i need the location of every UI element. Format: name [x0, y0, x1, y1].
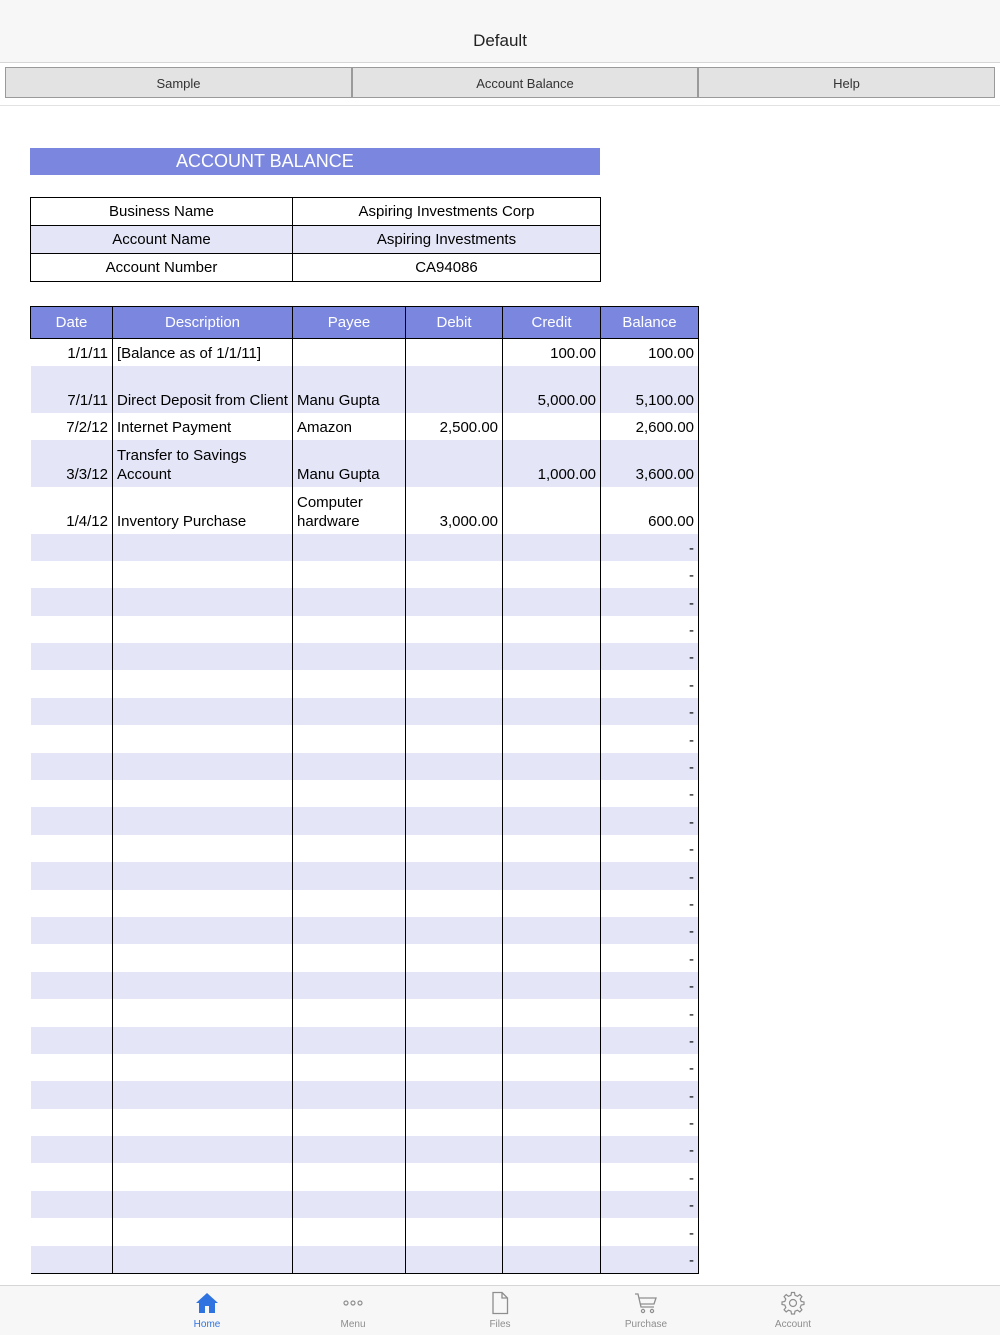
cell-credit[interactable]	[503, 1246, 601, 1273]
column-header-debit[interactable]: Debit	[406, 307, 503, 339]
cell-description[interactable]	[113, 534, 293, 561]
cell-debit[interactable]	[406, 890, 503, 917]
cell-debit[interactable]	[406, 917, 503, 944]
cell-date[interactable]: 7/1/11	[31, 366, 113, 413]
cell-credit[interactable]	[503, 616, 601, 643]
cell-credit[interactable]	[503, 890, 601, 917]
cell-balance[interactable]: -	[601, 890, 699, 917]
cell-description[interactable]	[113, 835, 293, 862]
cell-payee[interactable]: Manu Gupta	[293, 440, 406, 487]
cell-payee[interactable]: Amazon	[293, 413, 406, 440]
cell-payee[interactable]	[293, 1027, 406, 1054]
ledger-body	[31, 339, 699, 1274]
table-row	[31, 561, 699, 588]
account-info-table	[30, 197, 601, 282]
cell-date[interactable]	[31, 807, 113, 834]
column-header-date[interactable]: Date	[31, 307, 113, 339]
table-row	[31, 413, 699, 440]
cell-date[interactable]	[31, 835, 113, 862]
cell-payee[interactable]	[293, 1081, 406, 1108]
cell-description[interactable]: Inventory Purchase	[113, 487, 293, 534]
cell-description[interactable]: Transfer to Savings Account	[113, 440, 293, 487]
cell-balance[interactable]: -	[601, 616, 699, 643]
cell-date[interactable]	[31, 1191, 113, 1218]
cell-date[interactable]	[31, 862, 113, 889]
cell-description[interactable]	[113, 670, 293, 697]
cell-date[interactable]	[31, 1109, 113, 1136]
info-value[interactable]: Aspiring Investments	[293, 226, 601, 254]
cell-description[interactable]	[113, 1218, 293, 1245]
cell-date[interactable]	[31, 890, 113, 917]
table-row	[31, 1109, 699, 1136]
cell-balance[interactable]: -	[601, 534, 699, 561]
table-row	[31, 698, 699, 725]
cell-payee[interactable]	[293, 643, 406, 670]
cell-payee[interactable]	[293, 917, 406, 944]
page-title: Default	[473, 31, 527, 50]
cell-debit[interactable]: 2,500.00	[406, 413, 503, 440]
cell-credit[interactable]	[503, 1081, 601, 1108]
table-row	[31, 440, 699, 487]
cell-date[interactable]	[31, 670, 113, 697]
cell-balance[interactable]: -	[601, 1081, 699, 1108]
cell-date[interactable]	[31, 999, 113, 1026]
cell-description[interactable]	[113, 1163, 293, 1190]
cell-credit[interactable]	[503, 862, 601, 889]
cell-credit[interactable]	[503, 413, 601, 440]
ledger-header-row	[31, 307, 699, 339]
cell-credit[interactable]	[503, 1136, 601, 1163]
cell-balance[interactable]: -	[601, 780, 699, 807]
tab-menu[interactable]	[313, 1286, 393, 1335]
table-row	[31, 588, 699, 615]
cell-date[interactable]	[31, 643, 113, 670]
cell-debit[interactable]	[406, 999, 503, 1026]
cell-debit[interactable]	[406, 366, 503, 413]
cell-payee[interactable]	[293, 725, 406, 752]
cell-date[interactable]	[31, 698, 113, 725]
cell-date[interactable]	[31, 616, 113, 643]
table-row	[31, 534, 699, 561]
cell-balance[interactable]: -	[601, 807, 699, 834]
tab-help[interactable]: Help	[698, 67, 995, 98]
cell-date[interactable]	[31, 1218, 113, 1245]
cell-debit[interactable]	[406, 1081, 503, 1108]
cell-debit[interactable]	[406, 1163, 503, 1190]
table-row	[31, 999, 699, 1026]
cell-payee[interactable]	[293, 999, 406, 1026]
table-row	[31, 1163, 699, 1190]
cell-credit[interactable]	[503, 643, 601, 670]
table-row	[31, 670, 699, 697]
cell-debit[interactable]	[406, 670, 503, 697]
cell-debit[interactable]	[406, 862, 503, 889]
more-icon	[341, 1291, 365, 1315]
gear-icon	[781, 1291, 805, 1315]
cell-debit[interactable]	[406, 1191, 503, 1218]
cell-balance[interactable]: -	[601, 1218, 699, 1245]
cell-debit[interactable]	[406, 972, 503, 999]
cell-payee[interactable]	[293, 339, 406, 366]
cell-payee[interactable]	[293, 835, 406, 862]
cell-credit[interactable]	[503, 807, 601, 834]
cell-debit[interactable]	[406, 753, 503, 780]
cell-payee[interactable]: Computer hardware	[293, 487, 406, 534]
cell-date[interactable]	[31, 917, 113, 944]
ledger-table	[30, 306, 699, 1274]
cell-payee[interactable]	[293, 588, 406, 615]
cell-description[interactable]	[113, 862, 293, 889]
cell-credit[interactable]	[503, 780, 601, 807]
cell-balance[interactable]: 100.00	[601, 339, 699, 366]
cell-debit[interactable]	[406, 807, 503, 834]
table-row	[31, 862, 699, 889]
cell-credit[interactable]	[503, 917, 601, 944]
tab-home[interactable]	[167, 1286, 247, 1335]
column-header-payee[interactable]: Payee	[293, 307, 406, 339]
table-row	[31, 1246, 699, 1273]
cell-date[interactable]	[31, 1081, 113, 1108]
table-row	[31, 1081, 699, 1108]
tab-sample[interactable]: Sample	[5, 67, 352, 98]
cell-date[interactable]: 3/3/12	[31, 440, 113, 487]
tab-label: Purchase	[624, 1319, 668, 1330]
info-label[interactable]: Account Number	[31, 254, 293, 282]
cell-payee[interactable]	[293, 670, 406, 697]
navigation-bar	[0, 0, 1000, 63]
cell-date[interactable]	[31, 780, 113, 807]
cell-description[interactable]	[113, 643, 293, 670]
tab-account-balance[interactable]: Account Balance	[352, 67, 698, 98]
cell-debit[interactable]	[406, 698, 503, 725]
cell-balance[interactable]: -	[601, 588, 699, 615]
cell-credit[interactable]: 1,000.00	[503, 440, 601, 487]
cell-description[interactable]	[113, 698, 293, 725]
cell-date[interactable]	[31, 561, 113, 588]
cell-payee[interactable]	[293, 890, 406, 917]
cell-debit[interactable]	[406, 643, 503, 670]
cell-payee[interactable]	[293, 1054, 406, 1081]
bottom-tab-bar	[0, 1285, 1000, 1335]
cell-credit[interactable]	[503, 972, 601, 999]
info-value[interactable]: Aspiring Investments Corp	[293, 198, 601, 226]
cell-balance[interactable]: -	[601, 1054, 699, 1081]
info-label[interactable]: Account Name	[31, 226, 293, 254]
cell-debit[interactable]	[406, 1054, 503, 1081]
tab-label: Account	[774, 1319, 812, 1330]
cell-debit[interactable]	[406, 1109, 503, 1136]
cell-payee[interactable]	[293, 862, 406, 889]
cell-balance[interactable]: -	[601, 670, 699, 697]
tab-account[interactable]	[753, 1286, 833, 1335]
cell-debit[interactable]: 3,000.00	[406, 487, 503, 534]
column-header-balance[interactable]: Balance	[601, 307, 699, 339]
cell-debit[interactable]	[406, 944, 503, 971]
table-row	[31, 835, 699, 862]
info-value[interactable]: CA94086	[293, 254, 601, 282]
cell-credit[interactable]: 5,000.00	[503, 366, 601, 413]
cell-payee[interactable]	[293, 1218, 406, 1245]
cell-credit[interactable]	[503, 487, 601, 534]
cell-credit[interactable]	[503, 1027, 601, 1054]
cell-credit[interactable]	[503, 835, 601, 862]
cell-description[interactable]	[113, 780, 293, 807]
cell-credit[interactable]	[503, 1163, 601, 1190]
file-icon	[488, 1291, 512, 1315]
column-header-credit[interactable]: Credit	[503, 307, 601, 339]
cell-payee[interactable]	[293, 972, 406, 999]
cell-debit[interactable]	[406, 588, 503, 615]
cell-description[interactable]	[113, 917, 293, 944]
cell-date[interactable]	[31, 1027, 113, 1054]
table-row	[31, 972, 699, 999]
cell-credit[interactable]	[503, 698, 601, 725]
cell-description[interactable]	[113, 1081, 293, 1108]
cell-date[interactable]	[31, 534, 113, 561]
tab-label: Files	[489, 1319, 511, 1330]
cell-balance[interactable]: -	[601, 753, 699, 780]
cell-credit[interactable]	[503, 725, 601, 752]
cell-debit[interactable]	[406, 440, 503, 487]
cell-credit[interactable]	[503, 588, 601, 615]
table-row	[31, 1027, 699, 1054]
cell-description[interactable]: Internet Payment	[113, 413, 293, 440]
cell-description[interactable]	[113, 1027, 293, 1054]
cell-date[interactable]	[31, 1163, 113, 1190]
info-row-business-name	[31, 198, 601, 226]
cell-payee[interactable]	[293, 616, 406, 643]
cell-date[interactable]	[31, 588, 113, 615]
cart-icon	[634, 1291, 658, 1315]
cell-description[interactable]	[113, 725, 293, 752]
cell-payee[interactable]	[293, 944, 406, 971]
cell-balance[interactable]: -	[601, 1109, 699, 1136]
cell-payee[interactable]	[293, 1246, 406, 1273]
cell-balance[interactable]: -	[601, 1246, 699, 1273]
cell-balance[interactable]: -	[601, 561, 699, 588]
cell-debit[interactable]	[406, 616, 503, 643]
cell-debit[interactable]	[406, 534, 503, 561]
cell-date[interactable]	[31, 725, 113, 752]
cell-credit[interactable]	[503, 1191, 601, 1218]
table-row	[31, 366, 699, 413]
cell-credit[interactable]	[503, 1054, 601, 1081]
sheet-title: ACCOUNT BALANCE	[176, 151, 354, 171]
cell-payee[interactable]	[293, 534, 406, 561]
cell-description[interactable]: [Balance as of 1/1/11]	[113, 339, 293, 366]
table-row	[31, 1218, 699, 1245]
cell-debit[interactable]	[406, 780, 503, 807]
tab-files[interactable]	[460, 1286, 540, 1335]
cell-balance[interactable]: 3,600.00	[601, 440, 699, 487]
cell-credit[interactable]	[503, 1218, 601, 1245]
table-row	[31, 890, 699, 917]
cell-debit[interactable]	[406, 1246, 503, 1273]
cell-description[interactable]	[113, 561, 293, 588]
tab-label: Menu	[340, 1319, 366, 1330]
cell-date[interactable]	[31, 1136, 113, 1163]
sheet-tab-bar	[0, 63, 1000, 106]
cell-description[interactable]	[113, 616, 293, 643]
cell-debit[interactable]	[406, 1027, 503, 1054]
cell-balance[interactable]: -	[601, 1191, 699, 1218]
table-row	[31, 725, 699, 752]
column-header-description[interactable]: Description	[113, 307, 293, 339]
cell-debit[interactable]	[406, 725, 503, 752]
cell-balance[interactable]: -	[601, 1027, 699, 1054]
info-label[interactable]: Business Name	[31, 198, 293, 226]
cell-credit[interactable]	[503, 753, 601, 780]
cell-balance[interactable]: -	[601, 999, 699, 1026]
cell-description[interactable]	[113, 1109, 293, 1136]
cell-balance[interactable]: 5,100.00	[601, 366, 699, 413]
cell-date[interactable]	[31, 944, 113, 971]
home-icon	[195, 1291, 219, 1315]
cell-payee[interactable]	[293, 780, 406, 807]
cell-payee[interactable]: Manu Gupta	[293, 366, 406, 413]
cell-balance[interactable]: -	[601, 698, 699, 725]
cell-payee[interactable]	[293, 1191, 406, 1218]
cell-description[interactable]: Direct Deposit from Client	[113, 366, 293, 413]
cell-debit[interactable]	[406, 339, 503, 366]
cell-date[interactable]	[31, 753, 113, 780]
cell-balance[interactable]: -	[601, 1136, 699, 1163]
table-row	[31, 1191, 699, 1218]
cell-balance[interactable]: 600.00	[601, 487, 699, 534]
cell-date[interactable]	[31, 1246, 113, 1273]
cell-description[interactable]	[113, 1246, 293, 1273]
info-row-account-name	[31, 226, 601, 254]
cell-balance[interactable]: -	[601, 862, 699, 889]
cell-balance[interactable]: 2,600.00	[601, 413, 699, 440]
cell-balance[interactable]: -	[601, 1163, 699, 1190]
cell-date[interactable]: 7/2/12	[66, 418, 108, 436]
tab-purchase[interactable]	[606, 1286, 686, 1335]
table-row	[31, 616, 699, 643]
cell-balance[interactable]: -	[601, 835, 699, 862]
table-row	[31, 339, 699, 366]
cell-description[interactable]	[113, 753, 293, 780]
table-row	[31, 917, 699, 944]
cell-payee[interactable]	[293, 807, 406, 834]
cell-payee[interactable]	[293, 561, 406, 588]
cell-balance[interactable]: -	[601, 917, 699, 944]
cell-date[interactable]	[31, 1054, 113, 1081]
cell-payee[interactable]	[293, 1109, 406, 1136]
cell-balance[interactable]: -	[601, 972, 699, 999]
table-row	[31, 1136, 699, 1163]
cell-description[interactable]	[113, 944, 293, 971]
cell-credit[interactable]	[503, 944, 601, 971]
cell-description[interactable]	[113, 807, 293, 834]
table-row	[31, 753, 699, 780]
table-row	[31, 780, 699, 807]
table-row	[31, 643, 699, 670]
table-row	[31, 1054, 699, 1081]
cell-payee[interactable]	[293, 698, 406, 725]
tab-label: Home	[193, 1319, 221, 1330]
cell-payee[interactable]	[293, 1163, 406, 1190]
cell-description[interactable]	[113, 1136, 293, 1163]
cell-credit[interactable]	[503, 670, 601, 697]
cell-credit[interactable]	[503, 534, 601, 561]
cell-debit[interactable]	[406, 835, 503, 862]
cell-balance[interactable]: -	[601, 944, 699, 971]
cell-description[interactable]	[113, 588, 293, 615]
cell-date[interactable]: 1/4/12	[66, 512, 108, 530]
cell-balance[interactable]: -	[601, 725, 699, 752]
sheet-title-banner	[30, 148, 600, 175]
cell-payee[interactable]	[293, 1136, 406, 1163]
cell-description[interactable]	[113, 972, 293, 999]
cell-credit[interactable]	[503, 999, 601, 1026]
cell-credit[interactable]	[503, 561, 601, 588]
cell-credit[interactable]: 100.00	[503, 339, 601, 366]
cell-payee[interactable]	[293, 753, 406, 780]
cell-description[interactable]	[113, 890, 293, 917]
cell-debit[interactable]	[406, 1136, 503, 1163]
cell-date[interactable]: 1/1/11	[67, 344, 108, 362]
cell-debit[interactable]	[406, 1218, 503, 1245]
table-row	[31, 944, 699, 971]
cell-description[interactable]	[113, 1054, 293, 1081]
cell-description[interactable]	[113, 1191, 293, 1218]
table-row	[31, 487, 699, 534]
cell-date[interactable]	[31, 972, 113, 999]
cell-credit[interactable]	[503, 1109, 601, 1136]
info-row-account-number	[31, 254, 601, 282]
table-row	[31, 807, 699, 834]
cell-balance[interactable]: -	[601, 643, 699, 670]
cell-description[interactable]	[113, 999, 293, 1026]
cell-debit[interactable]	[406, 561, 503, 588]
